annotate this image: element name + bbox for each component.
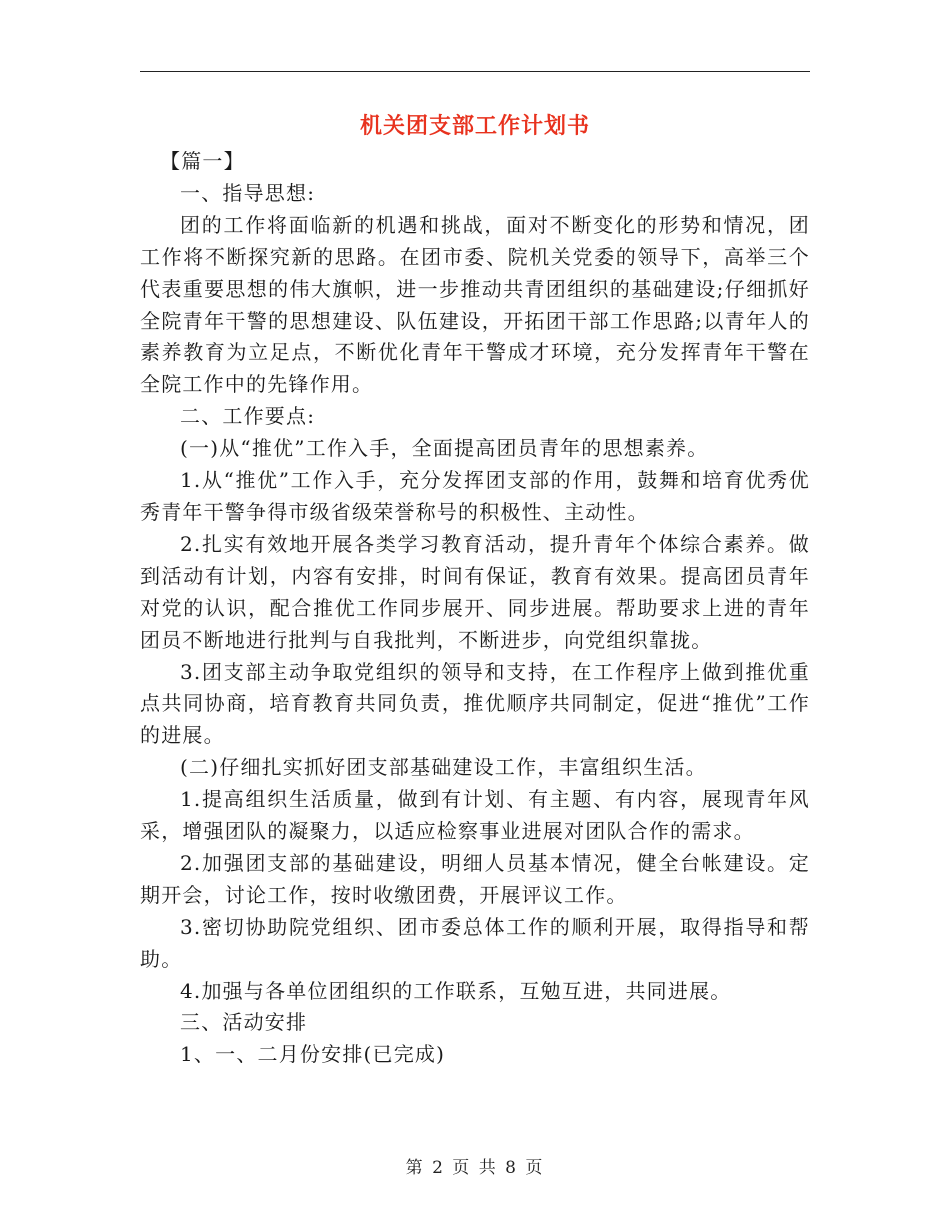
heading-guiding-principle: 一、指导思想: bbox=[180, 180, 316, 205]
paragraph-point-2-4: 4.加强与各单位团组织的工作联系，互勉互进，共同进展。 bbox=[180, 978, 732, 1003]
paragraph-point-1-2: 2.扎实有效地开展各类学习教育活动，提升青年个体综合素养。做到活动有计划，内容有安排，时间有保证，教育有效果。提高团员青年对党的认识，配合推优工作同步展开、同步进展。帮助要求上进的青年团员不断地进行批判与自我批判，不断进步，向党组织靠拢。 bbox=[140, 531, 810, 652]
subheading-foundation: (二)仔细扎实抓好团支部基础建设工作，丰富组织生活。 bbox=[180, 755, 707, 780]
paragraph-guiding-principle: 团的工作将面临新的机遇和挑战，面对不断变化的形势和情况，团工作将不断探究新的思路。在团市委、院机关党委的领导下，高举三个代表重要思想的伟大旗帜，进一步推动共青团组织的基础建设;仔细抓好全院青年干警的思想建设、队伍建设，开拓团干部工作思路;以青年人的素养教育为立足点，不断优化青年干警成才环境，充分发挥青年干警在全院工作中的先锋作用。 bbox=[140, 212, 810, 397]
document-body bbox=[140, 146, 810, 1071]
document-title: 机关团支部工作计划书 bbox=[359, 113, 590, 139]
heading-activities: 三、活动安排 bbox=[180, 1010, 308, 1035]
paragraph-point-2-1: 1.提高组织生活质量，做到有计划、有主题、有内容，展现青年风采，增强团队的凝聚力，以适应检察事业进展对团队合作的需求。 bbox=[140, 787, 810, 844]
paragraph-point-1-1: 1.从“推优”工作入手，充分发挥团支部的作用，鼓舞和培育优秀优秀青年干警争得市级省级荣誉称号的积极性、主动性。 bbox=[140, 468, 810, 524]
header-rule bbox=[140, 71, 810, 72]
paragraph-activity-1: 1、一、二月份安排(已完成) bbox=[180, 1042, 446, 1067]
heading-work-points: 二、工作要点: bbox=[180, 404, 316, 429]
paragraph-point-2-3: 3.密切协助院党组织、团市委总体工作的顺利开展，取得指导和帮助。 bbox=[140, 914, 810, 971]
section-label: 【篇一】 bbox=[160, 149, 245, 173]
page-number: 第 2 页 共 8 页 bbox=[405, 1158, 545, 1178]
paragraph-point-1-3: 3.团支部主动争取党组织的领导和支持，在工作程序上做到推优重点共同协商，培育教育共同负责，推优顺序共同制定，促进“推优”工作的进展。 bbox=[140, 659, 810, 748]
paragraph-point-2-2: 2.加强团支部的基础建设，明细人员基本情况，健全台帐建设。定期开会，讨论工作，按时收缴团费，开展评议工作。 bbox=[140, 850, 810, 907]
subheading-recommendation: (一)从“推优”工作入手，全面提高团员青年的思想素养。 bbox=[180, 436, 709, 461]
